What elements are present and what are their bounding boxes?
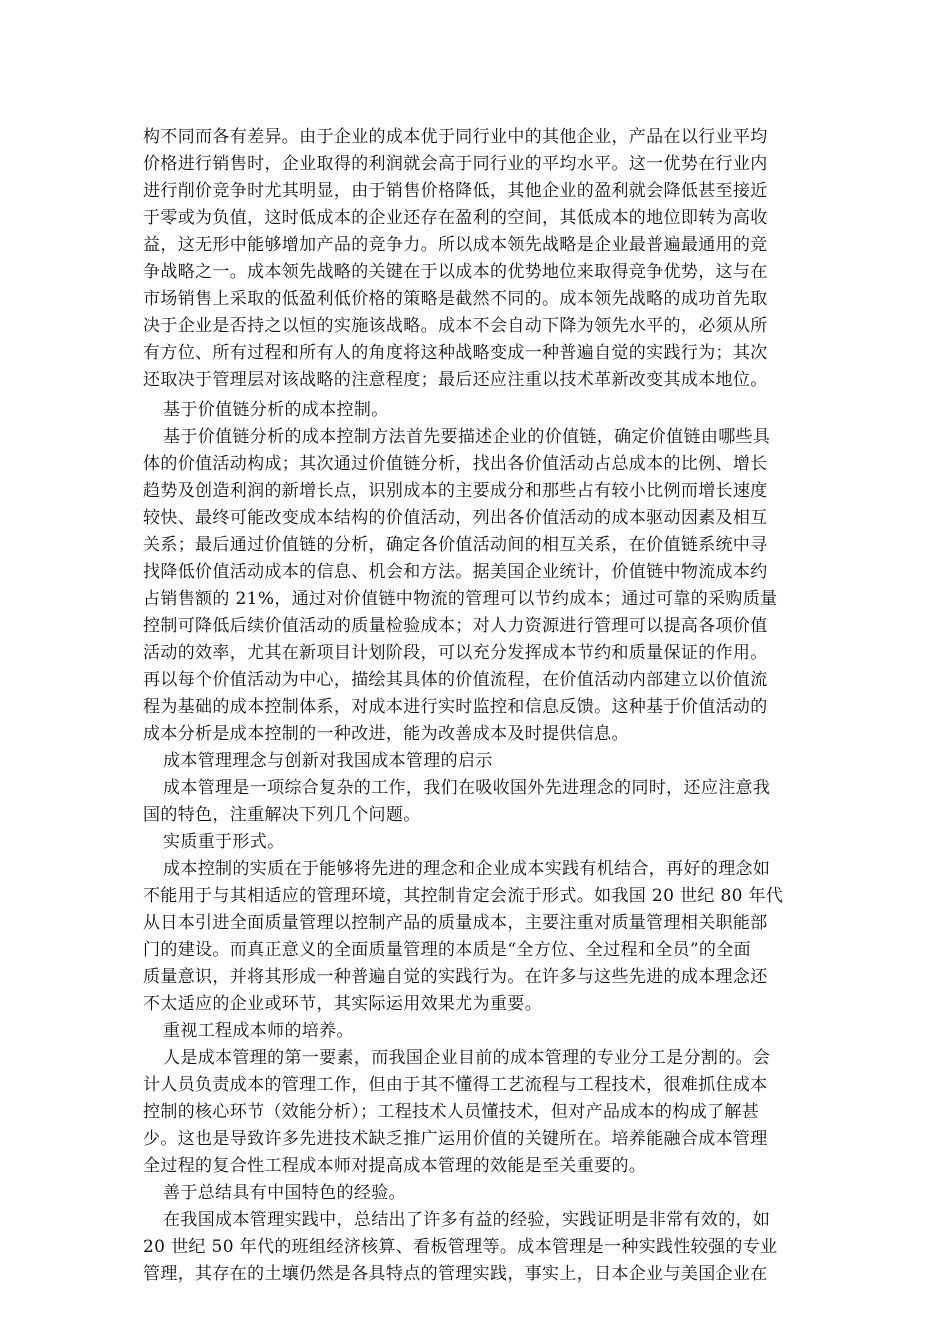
text-line: 关系；最后通过价值链的分析，确定各价值活动间的相互关系，在价值链系统中寻: [143, 535, 768, 555]
text-line: 成本控制的实质在于能够将先进的理念和企业成本实践有机结合，再好的理念如: [163, 859, 771, 879]
text-line: 益，这无形中能够增加产品的竞争力。所以成本领先战略是企业最普遍最通用的竞: [143, 235, 768, 255]
text-line: 趋势及创造利润的新增长点，识别成本的主要成分和那些占有较小比例而增长速度: [143, 481, 768, 501]
paragraph-value-chain: [143, 424, 813, 1288]
text-line: 市场销售上采取的低盈利低价格的策略是截然不同的。成本领先战略的成功首先取: [143, 289, 768, 309]
text-line: 体的价值活动构成；其次通过价值链分析，找出各价值活动占总成本的比例、增长: [143, 454, 768, 474]
text-line: 有方位、所有过程和所有人的角度将这种战略变成一种普遍自觉的实践行为；其次: [143, 343, 768, 363]
text-line: 进行削价竞争时尤其明显，由于销售价格降低，其他企业的盈利就会降低甚至接近: [143, 181, 768, 201]
text-line: 计人员负责成本的管理工作，但由于其不懂得工艺流程与工程技术，很难抓住成本: [143, 1075, 768, 1095]
text-line: 还取决于管理层对该战略的注意程度；最后还应注重以技术革新改变其成本地位。: [143, 370, 768, 390]
text-line: 控制的核心环节（效能分析）；工程技术人员懂技术，但对产品成本的构成了解甚: [143, 1102, 760, 1122]
text-line: 全过程的复合性工程成本师对提高成本管理的效能是至关重要的。: [143, 1156, 647, 1176]
text-line: 找降低价值活动成本的信息、机会和方法。据美国企业统计，价值链中物流成本约: [143, 562, 768, 582]
text-line: 人是成本管理的第一要素，而我国企业目前的成本管理的专业分工是分割的。会: [163, 1048, 771, 1068]
text-line: 从日本引进全面质量管理以控制产品的质量成本，主要注重对质量管理相关职能部: [143, 913, 768, 933]
text-line: 20 世纪 50 年代的班组经济核算、看板管理等。成本管理是一种实践性较强的专业: [143, 1237, 778, 1257]
heading-value-chain: [143, 397, 813, 424]
text-line: 成本分析是成本控制的一种改进，能为改善成本及时提供信息。: [143, 724, 629, 744]
section-heading: 成本管理理念与创新对我国成本管理的启示: [163, 751, 493, 771]
section-heading: 善于总结具有中国特色的经验。: [163, 1183, 406, 1203]
text-line: 决于企业是否持之以恒的实施该战略。成本不会自动下降为领先水平的，必须从所: [143, 316, 768, 336]
text-line: 再以每个价值活动为中心，描绘其具体的价值流程，在价值活动内部建立以价值流: [143, 670, 768, 690]
text-line: 争战略之一。成本领先战略的关键在于以成本的优势地位来取得竞争优势，这与在: [143, 262, 768, 282]
text-line: 较快、最终可能改变成本结构的价值活动，列出各价值活动的成本驱动因素及相互: [143, 508, 768, 528]
text-line: 不能用于与其相适应的管理环境，其控制肯定会流于形式。如我国 20 世纪 80 年代: [143, 886, 784, 906]
text-line: 价格进行销售时，企业取得的利润就会高于同行业的平均水平。这一优势在行业内: [143, 154, 768, 174]
paragraph-cost-leadership: [143, 124, 813, 394]
text-line: 占销售额的 21%，通过对价值链中物流的管理可以节约成本；通过可靠的采购质量: [143, 589, 778, 609]
text-line: 于零或为负值，这时低成本的企业还存在盈利的空间，其低成本的地位即转为高收: [143, 208, 768, 228]
text-line: 成本管理是一项综合复杂的工作，我们在吸收国外先进理念的同时，还应注意我: [163, 778, 771, 798]
text-line: 少。这也是导致许多先进技术缺乏推广运用价值的关键所在。培养能融合成本管理: [143, 1129, 768, 1149]
text-line: 活动的效率，尤其在新项目计划阶段，可以充分发挥成本节约和质量保证的作用。: [143, 643, 768, 663]
text-line: 控制可降低后续价值活动的质量检验成本；对人力资源进行管理可以提高各项价值: [143, 616, 768, 636]
text-line: 国的特色，注重解决下列几个问题。: [143, 805, 421, 825]
text-line: 基于价值链分析的成本控制方法首先要描述企业的价值链，确定价值链由哪些具: [163, 427, 771, 447]
text-line: 程为基础的成本控制体系，对成本进行实时监控和信息反馈。这种基于价值活动的: [143, 697, 768, 717]
text-line: 门的建设。而真正意义的全面质量管理的本质是“全方位、全过程和全员”的全面: [143, 940, 751, 960]
section-heading: 重视工程成本师的培养。: [163, 1021, 354, 1041]
section-heading: 实质重于形式。: [163, 832, 285, 852]
section-heading: 基于价值链分析的成本控制。: [163, 400, 389, 420]
text-line: 不太适应的企业或环节，其实际运用效果尤为重要。: [143, 994, 543, 1014]
text-line: 管理，其存在的土壤仍然是各具特点的管理实践，事实上，日本企业与美国企业在: [143, 1264, 768, 1284]
text-line: 质量意识，并将其形成一种普遍自觉的实践行为。在许多与这些先进的成本理念还: [143, 967, 768, 987]
text-line: 构不同而各有差异。由于企业的成本优于同行业中的其他企业，产品在以行业平均: [143, 127, 768, 147]
text-line: 在我国成本管理实践中，总结出了许多有益的经验，实践证明是非常有效的，如: [163, 1210, 771, 1230]
